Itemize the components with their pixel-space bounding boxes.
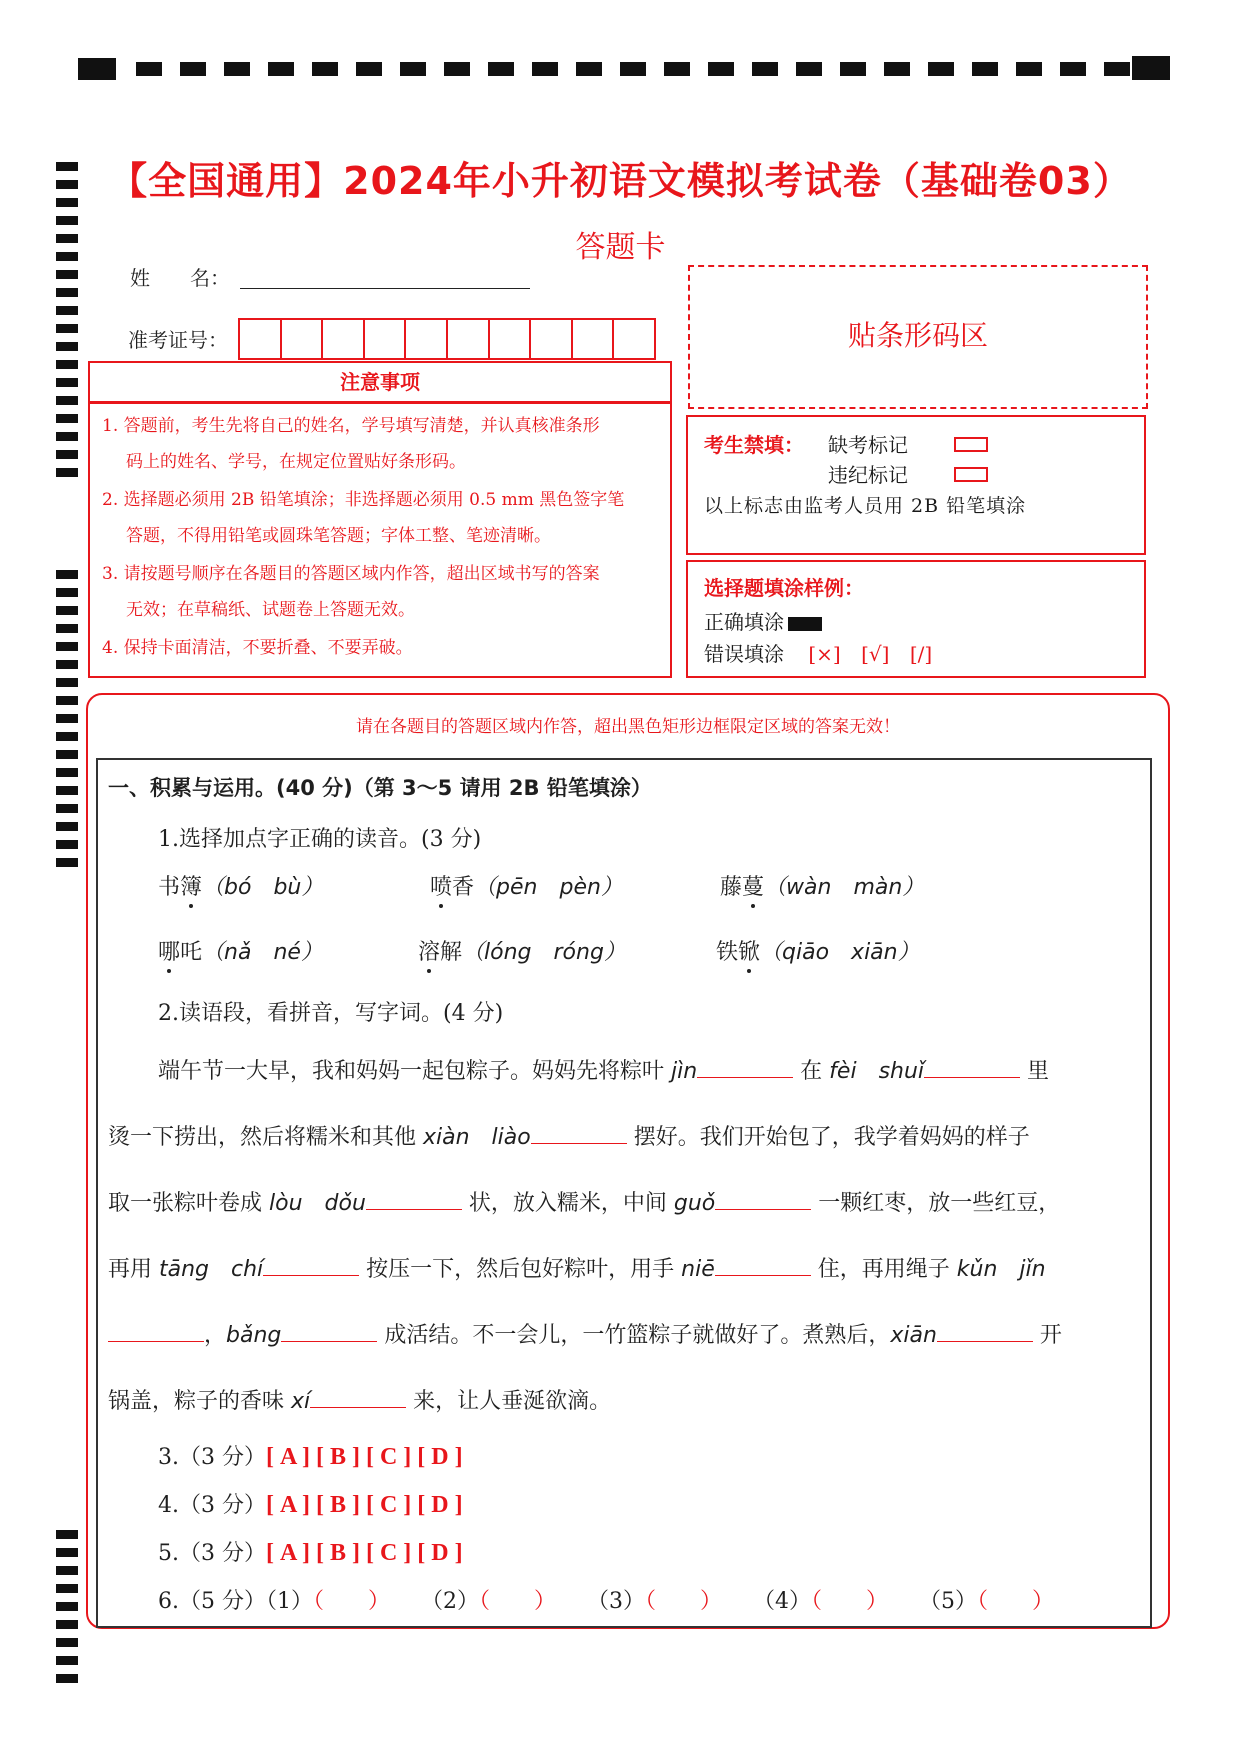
wrong-fill-label: 错误填涂 <box>704 642 784 666</box>
timing-mark <box>136 62 162 76</box>
name-field[interactable] <box>240 288 530 289</box>
fill-example-box <box>686 560 1146 678</box>
timing-mark <box>840 62 866 76</box>
wrong-mark-slash-icon: [/] <box>909 642 933 666</box>
timing-mark <box>1016 62 1042 76</box>
wrong-mark-check-icon: [√] <box>861 642 890 666</box>
answer-blank[interactable] <box>697 1057 793 1078</box>
q2-line: 取一张粽叶卷成 lòu dǒu 状，放入糯米，中间 guǒ 一颗红枣，放一些红豆， <box>108 1191 1061 1216</box>
absent-mark-box[interactable] <box>954 437 988 452</box>
q2-line: ，bǎng 成活结。不一会儿，一竹篮粽子就做好了。煮熟后，xiān 开 <box>108 1318 1062 1349</box>
answer-blank[interactable] <box>715 1189 811 1210</box>
id-label: 准考证号： <box>128 328 228 352</box>
q6-answer-3[interactable]: （ ） <box>645 1589 723 1614</box>
page-subtitle: 答题卡 <box>575 230 666 265</box>
q2-line: 再用 tāng chí 按压一下，然后包好粽叶，用手 niē 住，再用绳子 kǔn jǐn <box>108 1257 1046 1282</box>
notice-item: 4. 保持卡面清洁，不要折叠、不要弄破。 <box>102 638 413 658</box>
timing-marks-left-top <box>56 162 78 486</box>
notice-item: 3. 请按题号顺序在各题目的答题区域内作答，超出区域书写的答案 无效；在草稿纸、试题卷上答题无效。 <box>102 564 600 620</box>
answer-blank[interactable] <box>263 1255 359 1276</box>
notice-item: 1. 答题前，考生先将自己的姓名，学号填写清楚，并认真核准条形 码上的姓名、学号，在规定位置贴好条形码。 <box>102 416 600 472</box>
timing-mark <box>312 62 338 76</box>
timing-mark <box>752 62 778 76</box>
timing-mark <box>1132 56 1170 80</box>
q6-answer-5[interactable]: （ ） <box>977 1589 1055 1614</box>
wrong-fill-row <box>704 638 932 667</box>
fill-example-title: 选择题填涂样例： <box>704 576 864 600</box>
section-1-heading: 一、积累与运用。(40 分)（第 3～5 请用 2B 铅笔填涂） <box>108 776 652 800</box>
correct-fill-row <box>704 606 822 635</box>
answer-blank[interactable] <box>281 1321 377 1342</box>
violation-mark-label: 违纪标记 <box>828 463 908 487</box>
mc-options[interactable]: [ A ] [ B ] [ C ] [ D ] <box>265 1492 463 1518</box>
timing-mark <box>972 62 998 76</box>
q6-answer-1[interactable]: （ ） <box>312 1589 390 1614</box>
forbid-label: 考生禁填： <box>704 433 804 457</box>
answer-area-warning: 请在各题目的答题区域内作答，超出黑色矩形边框限定区域的答案无效！ <box>356 717 900 737</box>
q6-answer-4[interactable]: （ ） <box>811 1589 889 1614</box>
mc-question-4: 4.（3 分）[ A ] [ B ] [ C ] [ D ] <box>158 1492 463 1518</box>
absent-mark-label: 缺考标记 <box>828 433 908 457</box>
notice-box <box>88 402 672 678</box>
answer-blank[interactable] <box>108 1321 204 1342</box>
timing-mark <box>620 62 646 76</box>
q6-answer-2[interactable]: （ ） <box>479 1589 557 1614</box>
q1-item: 溶解（lóng róng） <box>418 940 626 965</box>
correct-fill-label: 正确填涂 <box>704 610 784 634</box>
timing-mark <box>224 62 250 76</box>
answer-blank[interactable] <box>531 1123 627 1144</box>
timing-mark <box>928 62 954 76</box>
timing-mark <box>444 62 470 76</box>
filled-mark-icon <box>788 617 822 631</box>
mc-question-5: 5.（3 分）[ A ] [ B ] [ C ] [ D ] <box>158 1540 463 1566</box>
page-title: 【全国通用】2024年小升初语文模拟考试卷（基础卷03） <box>109 159 1132 203</box>
timing-mark <box>532 62 558 76</box>
timing-mark <box>708 62 734 76</box>
timing-mark <box>400 62 426 76</box>
timing-mark <box>1060 62 1086 76</box>
answer-blank[interactable] <box>366 1189 462 1210</box>
q1-item: 藤蔓（wàn màn） <box>720 875 925 900</box>
timing-marks-left-bottom <box>56 1530 78 1692</box>
timing-mark <box>78 58 116 80</box>
timing-mark <box>576 62 602 76</box>
mc-options[interactable]: [ A ] [ B ] [ C ] [ D ] <box>265 1540 463 1566</box>
answer-blank[interactable] <box>310 1387 406 1408</box>
violation-mark-box[interactable] <box>954 467 988 482</box>
answer-blank[interactable] <box>715 1255 811 1276</box>
q1-item: 书簿（bó bù） <box>158 875 324 900</box>
q1-title: 1.选择加点字正确的读音。(3 分) <box>158 827 482 852</box>
q2-line: 烫一下捞出，然后将糯米和其他 xiàn liào 摆好。我们开始包了，我学着妈妈的样子 <box>108 1125 1030 1150</box>
answer-blank[interactable] <box>937 1321 1033 1342</box>
q1-item: 喷香（pēn pèn） <box>430 875 623 900</box>
forbid-note: 以上标志由监考人员用 2B 铅笔填涂 <box>704 495 1027 517</box>
barcode-area-label: 贴条形码区 <box>847 319 988 352</box>
q2-line: 锅盖，粽子的香味 xí 来，让人垂涎欲滴。 <box>108 1389 612 1414</box>
q1-item: 铁锨（qiāo xiān） <box>716 940 920 965</box>
timing-mark <box>268 62 294 76</box>
timing-mark <box>884 62 910 76</box>
timing-mark <box>488 62 514 76</box>
timing-mark <box>1104 62 1130 76</box>
answer-blank[interactable] <box>924 1057 1020 1078</box>
name-label: 姓 名： <box>130 266 230 290</box>
q2-line: 端午节一大早，我和妈妈一起包粽子。妈妈先将粽叶 jìn 在 fèi shuǐ 里 <box>158 1059 1050 1084</box>
mc-question-3: 3.（3 分）[ A ] [ B ] [ C ] [ D ] <box>158 1444 463 1470</box>
wrong-mark-cross-icon: [×] <box>808 642 841 666</box>
timing-marks-left-mid <box>56 570 78 876</box>
notice-item: 2. 选择题必须用 2B 铅笔填涂；非选择题必须用 0.5 mm 黑色签字笔 答题，不得用铅笔或圆珠笔答题；字体工整、笔迹清晰。 <box>102 490 625 546</box>
q6-row: 6.（5 分）（1）（ ） （2）（ ） （3）（ ） （4）（ ） （5）（ ） <box>158 1589 1055 1614</box>
timing-marks-top <box>78 58 1170 80</box>
examinee-forbidden-box <box>686 415 1146 555</box>
q1-item: 哪吒（nǎ né） <box>158 940 323 965</box>
timing-mark <box>796 62 822 76</box>
timing-mark <box>180 62 206 76</box>
timing-mark <box>664 62 690 76</box>
mc-options[interactable]: [ A ] [ B ] [ C ] [ D ] <box>265 1444 463 1470</box>
timing-mark <box>356 62 382 76</box>
notice-heading: 注意事项 <box>88 361 672 403</box>
id-number-grid[interactable] <box>238 318 656 360</box>
q2-title: 2.读语段，看拼音，写字词。(4 分) <box>158 1001 504 1026</box>
